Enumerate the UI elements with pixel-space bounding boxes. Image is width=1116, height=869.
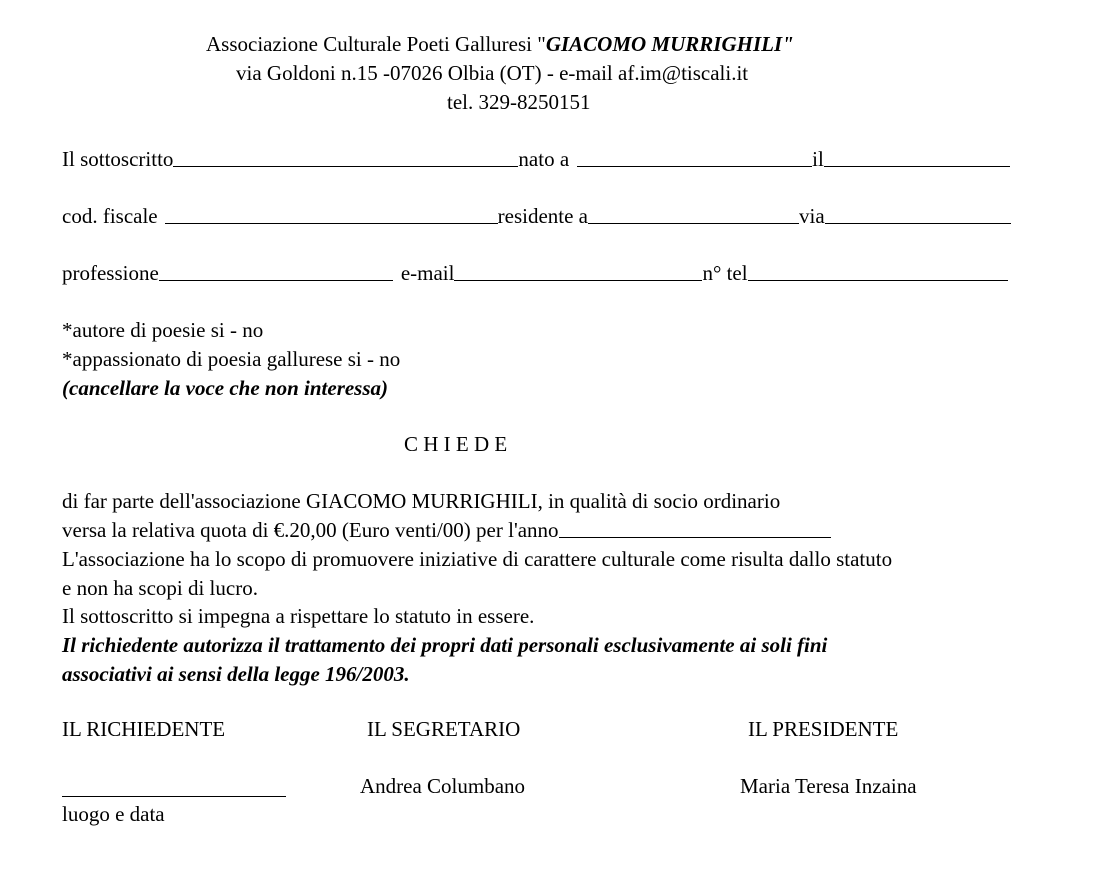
applicant-label: IL RICHIEDENTE [62,717,226,741]
form-row-undersigned [62,149,1010,170]
street-label: via [799,204,825,228]
president-label: IL PRESIDENTE [748,717,899,741]
resident-label: residente a [497,204,588,228]
privacy-line-2: associativi ai sensi della legge 196/2003. [62,662,410,686]
tax-code-field[interactable] [165,223,498,224]
tax-code-label: cod. fiscale [62,204,158,228]
org-name: GIACOMO MURRIGHILI" [545,32,794,56]
president-name: Maria Teresa Inzaina [740,774,917,798]
privacy-line-1: Il richiedente autorizza il trattamento dei propri dati personali esclusivamente ai soli fini [62,633,828,657]
email-label: e-mail [400,261,455,285]
request-line-3: L'associazione ha lo scopo di promuovere iniziative di carattere culturale come risulta dallo statuto [62,547,893,571]
request-line-4: e non ha scopi di lucro. [62,576,258,600]
request-line-5: Il sottoscritto si impegna a rispettare lo statuto in essere. [62,604,535,628]
born-at-field[interactable] [577,166,812,167]
request-heading: C H I E D E [404,432,508,456]
email-field[interactable] [454,280,702,281]
place-date-label: luogo e data [62,802,165,826]
phone-label: n° tel [702,261,748,285]
applicant-signature-field[interactable] [62,796,286,797]
resident-field[interactable] [588,223,799,224]
born-at-label: nato a [518,147,570,171]
request-line-2-row [62,520,831,541]
form-row-profession [62,263,1008,284]
born-on-field[interactable] [824,166,1010,167]
option-poet-author: *autore di poesie si - no [62,318,264,342]
year-field[interactable] [559,537,831,538]
options-note: (cancellare la voce che non interessa) [62,376,389,400]
form-row-taxcode [62,206,1011,227]
secretary-name: Andrea Columbano [360,774,526,798]
born-on-label: il [812,147,824,171]
request-line-2: versa la relativa quota di €.20,00 (Euro venti/00) per l'anno [62,518,559,542]
option-gallurese-enthusiast: *appassionato di poesia gallurese si - no [62,347,401,371]
profession-label: professione [62,261,159,285]
org-title [206,34,794,55]
org-prefix: Associazione Culturale Poeti Galluresi " [206,32,546,56]
profession-field[interactable] [159,280,393,281]
undersigned-field[interactable] [173,166,518,167]
org-phone: tel. 329-8250151 [447,90,591,114]
request-line-1: di far parte dell'associazione GIACOMO MURRIGHILI, in qualità di socio ordinario [62,489,781,513]
secretary-label: IL SEGRETARIO [367,717,521,741]
phone-field[interactable] [748,280,1008,281]
org-address: via Goldoni n.15 -07026 Olbia (OT) - e-mail af.im@tiscali.it [236,61,749,85]
street-field[interactable] [825,223,1011,224]
undersigned-label: Il sottoscritto [62,147,174,171]
